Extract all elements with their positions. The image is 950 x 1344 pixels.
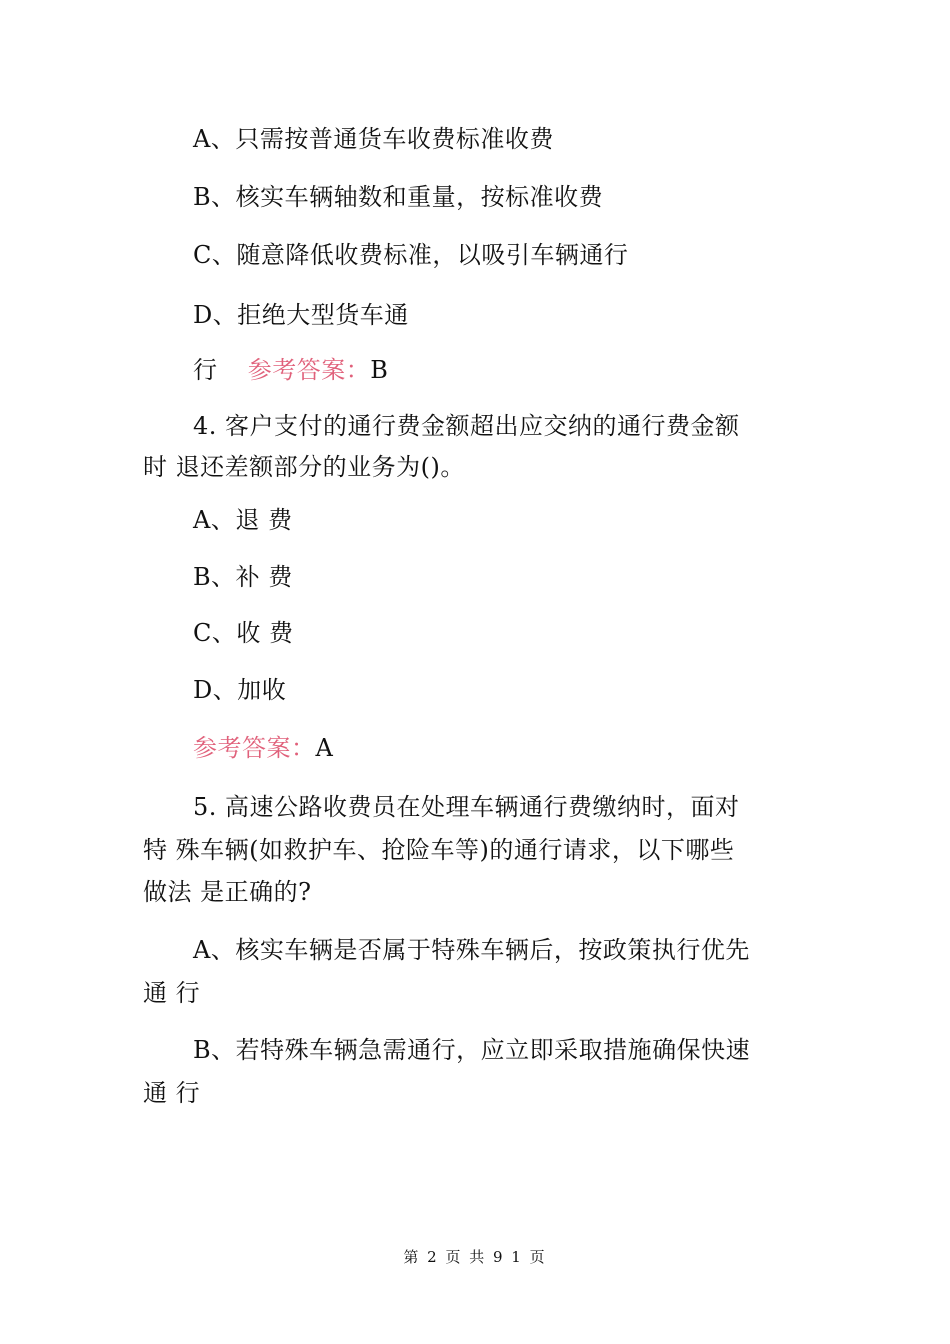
q4-option-b: B、补 费 (193, 563, 293, 591)
q3-option-b: B、核实车辆轴数和重量，按标准收费 (193, 183, 604, 211)
q5-option-b-line2: 通 行 (143, 1079, 201, 1107)
q5-option-a-line1: A、核实车辆是否属于特殊车辆后，按政策执行优先 (193, 936, 750, 964)
q5-stem-line2: 特 殊车辆(如救护车、抢险车等)的通行请求，以下哪些 (143, 836, 735, 864)
q5-option-a-line2: 通 行 (143, 979, 201, 1007)
q4-answer-label: 参考答案： (193, 734, 316, 762)
q5-stem-line1: 5. 高速公路收费员在处理车辆通行费缴纳时，面对 (193, 793, 740, 821)
q5-stem-line3: 做法 是正确的? (143, 878, 312, 906)
q3-answer-line (193, 355, 388, 385)
q4-stem-line1: 4. 客户支付的通行费金额超出应交纳的通行费金额 (193, 412, 740, 440)
q3-option-a: A、只需按普通货车收费标准收费 (193, 125, 554, 153)
q5-option-b-line1: B、若特殊车辆急需通行，应立即采取措施确保快速 (193, 1036, 751, 1064)
q4-stem-line2: 时 退还差额部分的业务为()。 (143, 453, 465, 481)
q3-option-c: C、随意降低收费标准，以吸引车辆通行 (193, 241, 629, 269)
q3-option-d-continuation: 行 (193, 356, 218, 384)
page-footer: 第 2 页 共 9 1 页 (403, 1248, 547, 1266)
q4-answer-value: A (315, 734, 334, 762)
q4-option-d: D、加收 (193, 676, 287, 704)
q3-answer-label: 参考答案： (247, 356, 371, 384)
q4-option-c: C、收 费 (193, 619, 294, 647)
q4-answer-line (193, 733, 333, 763)
q4-option-a: A、退 费 (193, 506, 293, 534)
q3-answer-value: B (370, 356, 389, 384)
q3-option-d: D、拒绝大型货车通 (193, 301, 409, 329)
